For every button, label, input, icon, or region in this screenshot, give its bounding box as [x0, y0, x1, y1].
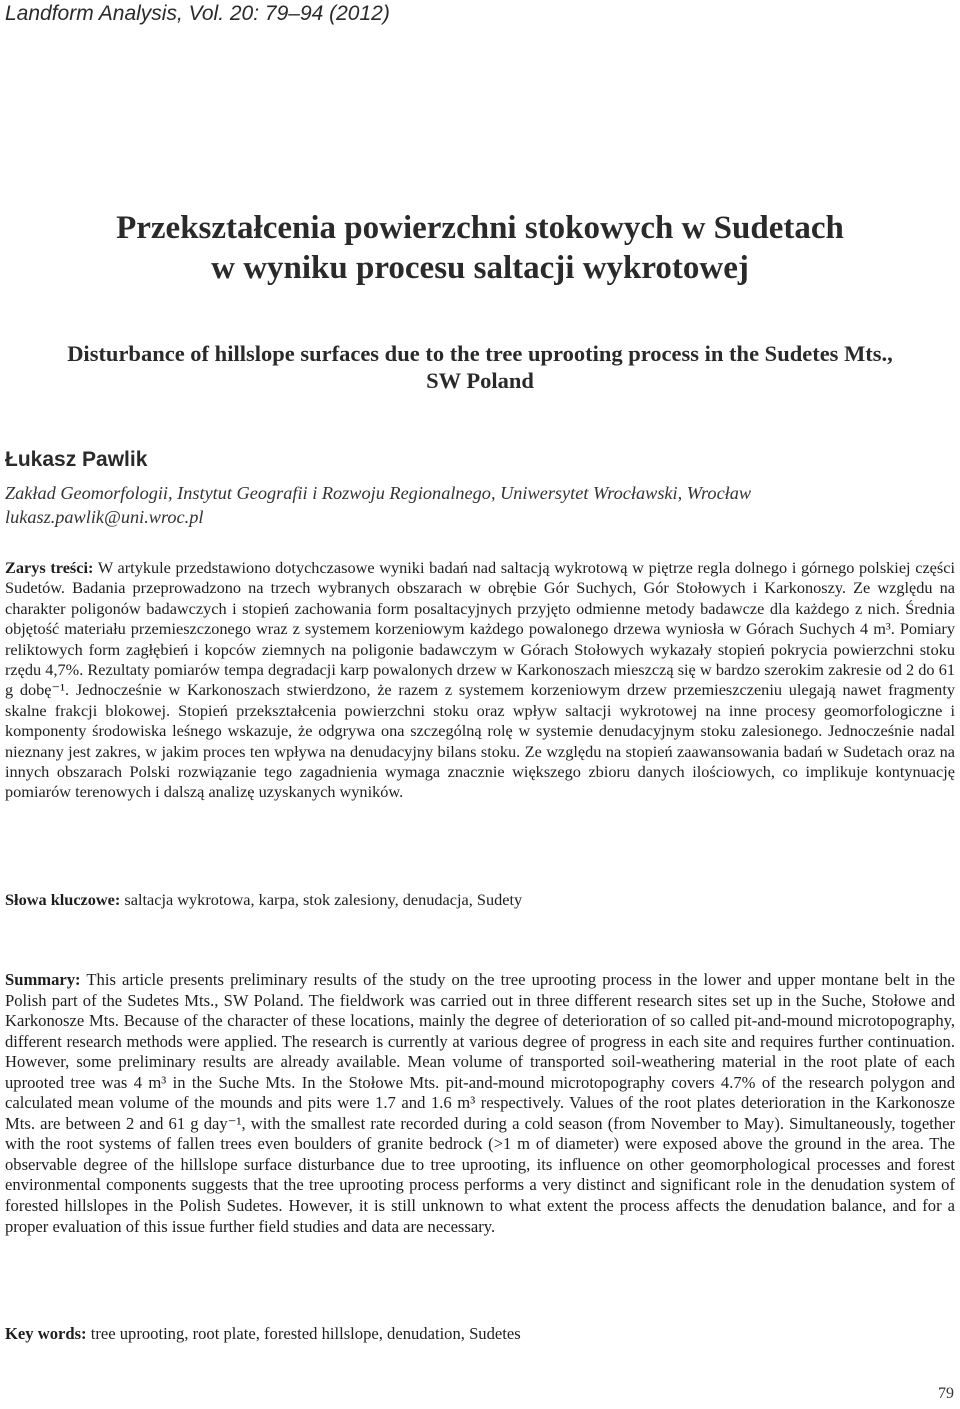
summary-english — [5, 970, 955, 1237]
author-name: Łukasz Pawlik — [5, 448, 148, 471]
journal-header: Landform Analysis, Vol. 20: 79–94 (2012) — [5, 2, 390, 25]
title-english — [0, 340, 960, 394]
summary-english-label: Summary: — [5, 970, 81, 989]
abstract-polish-label: Zarys treści: — [5, 558, 94, 577]
abstract-polish — [5, 558, 955, 803]
author-affiliation-block — [5, 481, 955, 529]
title-polish-line-2: w wyniku procesu saltacji wykrotowej — [211, 250, 749, 286]
keywords-english — [5, 1324, 955, 1344]
author-affiliation: Zakład Geomorfologii, Instytut Geografii i Rozwoju Regionalnego, Uniwersytet Wrocławski, Wrocław — [5, 483, 752, 503]
keywords-polish — [5, 890, 955, 910]
page-number: 79 — [938, 1385, 954, 1402]
author-email[interactable]: lukasz.pawlik@uni.wroc.pl — [5, 507, 204, 527]
abstract-polish-text: W artykule przedstawiono dotychczasowe wyniki badań nad saltacją wykrotową w piętrze regla dolnego i górnego polskiej części Sudetów. Badania przeprowadzono na trzech wybranych obszarach w obrębie Gór Suchych, Gór Stołowych i Karkonoszy. Ze względu na charakter poligonów badawczych i stopień zachowania form posaltacyjnych przyjęto odmienne metody badawcze dla każdego z nich. Średnia objętość materiału przemieszczonego wraz z systemem korzeniowym każdego powalonego drzewa wyniosła w Górach Suchych 4 m³. Pomiary reliktowych form zagłębień i kopców ziemnych na poligonie badawczym w Górach Stołowych wykazały stopień pokrycia powierzchni stoku rzędu 4,7%. Rezultaty pomiarów tempa degradacji karp powalonych drzew w Karkonoszach mieszczą się w bardzo szerokim zakresie od 2 do 61 g dobę⁻¹. Jednocześnie w Karkonoszach stwierdzono, że razem z systemem korzeniowym drzew przemieszczeniu ulegają nawet fragmenty skalne frakcji blokowej. Stopień przekształcenia powierzchni stoku oraz wpływ saltacji wykrotowej na inne procesy geomorfologiczne i komponenty środowiska leśnego wskazuje, że odgrywa ona szczególną rolę w systemie denudacyjnym stoku zalesionego. Jednocześnie nadal nieznany jest zakres, w jakim proces ten wpływa na denudacyjny bilans stoku. Ze względu na stopień zaawansowania badań w Sudetach oraz na innych obszarach Polski rozwiązanie tego zagadnienia wymaga znacznie większego zbioru danych ilościowych, co implikuje kontynuację pomiarów terenowych i dalszą analizę uzyskanych wyników. — [5, 558, 955, 802]
title-english-line-1: Disturbance of hillslope surfaces due to the tree uprooting process in the Sudetes Mts., — [67, 341, 893, 366]
keywords-polish-label: Słowa kluczowe: — [5, 890, 121, 909]
keywords-polish-text: saltacja wykrotowa, karpa, stok zalesiony, denudacja, Sudety — [124, 890, 523, 909]
keywords-english-text: tree uprooting, root plate, forested hillslope, denudation, Sudetes — [90, 1324, 521, 1343]
title-english-line-2: SW Poland — [426, 368, 534, 393]
keywords-english-label: Key words: — [5, 1324, 87, 1343]
title-polish — [0, 208, 960, 288]
summary-english-text: This article presents preliminary results of the study on the tree uprooting process in the lower and upper montane belt in the Polish part of the Sudetes Mts., SW Poland. The fieldwork was carried out in three different research sites set up in the Suche, Stołowe and Karkonosze Mts. Because of the character of these locations, mainly the degree of deterioration of so called pit-and-mound microtopography, different research methods were applied. The research is currently at various degree of progress in each site and requires further continuation. However, some preliminary results are already available. Mean volume of transported soil-weathering material in the root plate of each uprooted tree was 4 m³ in the Suche Mts. In the Stołowe Mts. pit-and-mound microtopography covers 4.7% of the research polygon and calculated mean volume of the mounds and pits were 1.7 and 1.6 m³ respectively. Values of the root plates deterioration in the Karkonosze Mts. are between 2 and 61 g day⁻¹, with the smallest rate recorded during a cold season (from November to May). Simultaneously, together with the root systems of fallen trees even boulders of granite bedrock (>1 m of diameter) were exposed above the ground in the area. The observable degree of the hillslope surface disturbance due to tree uprooting, its influence on other geomorphological processes and forest environmental components suggests that the tree uprooting process performs a very distinct and significant role in the denudation system of forested hillslopes in the Polish Sudetes. However, it is still unknown to what extent the process affects the denudation balance, and for a proper evaluation of this issue further field studies and data are necessary. — [5, 970, 955, 1236]
title-polish-line-1: Przekształcenia powierzchni stokowych w Sudetach — [116, 210, 844, 246]
